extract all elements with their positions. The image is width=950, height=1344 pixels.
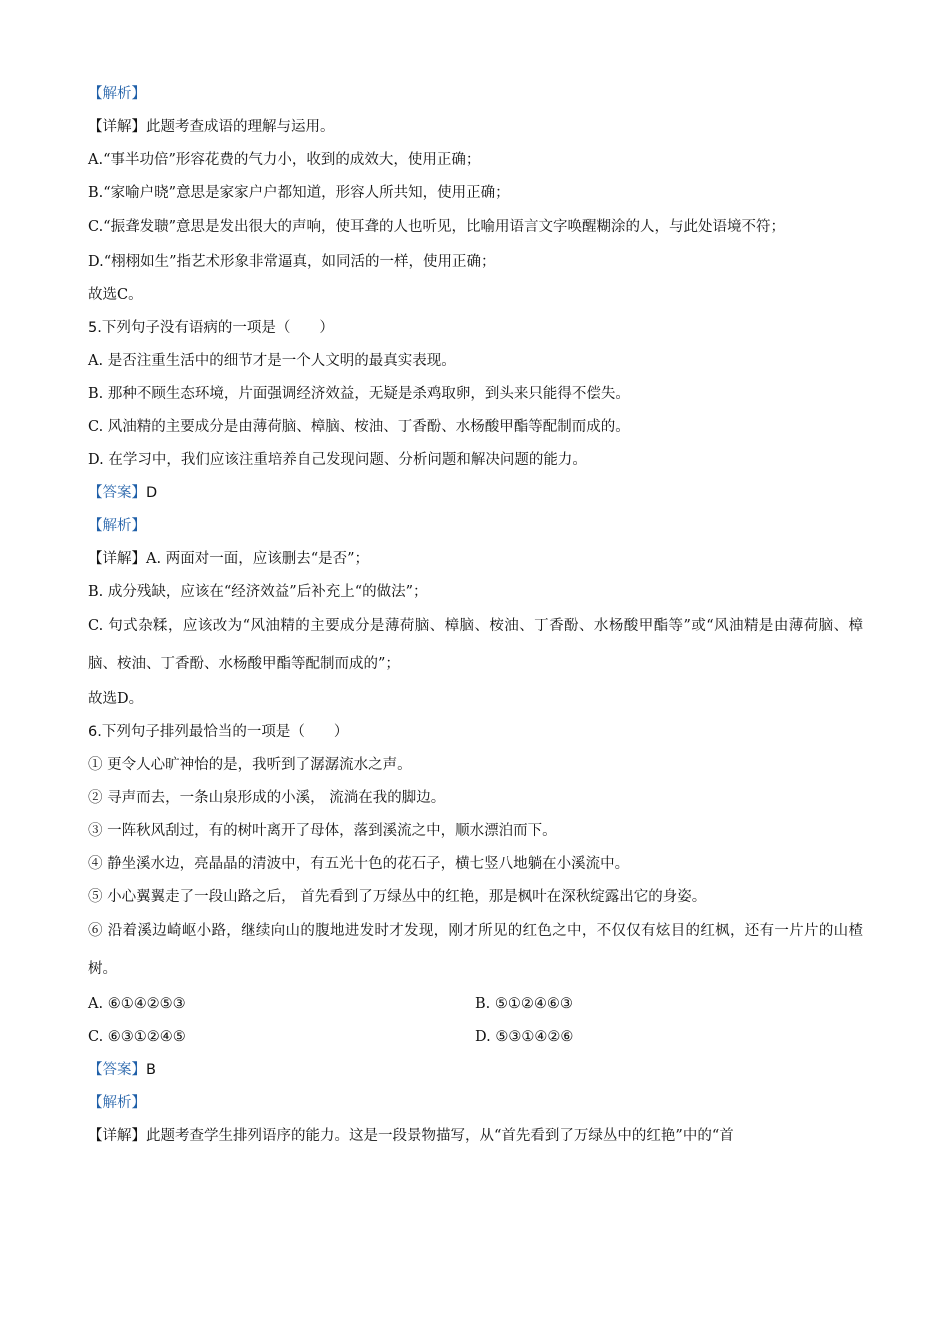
q5-stem: 5.下列句子没有语病的一项是（ ）	[88, 320, 334, 336]
answer-value: D	[146, 485, 158, 501]
q5-analysis-heading	[88, 510, 863, 543]
answer-value: B	[146, 1062, 156, 1078]
q5-detail-c: C. 句式杂糅，应该改为“风油精的主要成分是薄荷脑、樟脑、桉油、丁香酚、水杨酸甲酯等”或“风油精是由薄荷脑、樟脑、桉油、丁香酚、水杨酸甲酯等配制而成的”；	[88, 618, 863, 672]
q5-conclusion: 故选D。	[88, 691, 144, 707]
q6-stem: 6.下列句子排列最恰当的一项是（ ）	[88, 724, 349, 740]
q5-detail-a: 【详解】A. 两面对一面，应该删去“是否”；	[88, 551, 370, 567]
q6-sentence-6: ⑥ 沿着溪边崎岖小路，继续向山的腹地进发时才发现，刚才所见的红色之中，不仅仅有炫目的红枫，还有一片片的山楂树。	[88, 923, 863, 977]
analysis-tag: 【解析】	[88, 1095, 146, 1111]
q6-sentence-5: ⑤ 小心翼翼走了一段山路之后， 首先看到了万绿丛中的红艳，那是枫叶在深秋绽露出它的身姿。	[88, 889, 707, 905]
q4-detail-c: C.“振聋发聩”意思是发出很大的声响，使耳聋的人也听见，比喻用语言文字唤醒糊涂的人，与此处语境不符；	[88, 219, 786, 235]
q6-answer	[88, 1054, 863, 1087]
q5-option-c: C. 风油精的主要成分是由薄荷脑、樟脑、桉油、丁香酚、水杨酸甲酯等配制而成的。	[88, 419, 630, 435]
detail-tag: 【详解】	[88, 551, 146, 567]
analysis-tag: 【解析】	[88, 518, 146, 534]
q5-detail-b: B. 成分残缺，应该在“经济效益”后补充上“的做法”；	[88, 584, 428, 600]
question-number: 5.	[88, 320, 102, 336]
answer-tag: 【答案】	[88, 485, 146, 501]
q4-detail-d: D.“栩栩如生”指艺术形象非常逼真，如同活的一样，使用正确；	[88, 254, 496, 270]
q6-option-b: B. ⑤①②④⑥③	[475, 996, 573, 1012]
q6-sentence-3: ③ 一阵秋风刮过，有的树叶离开了母体，落到溪流之中，顺水漂泊而下。	[88, 823, 557, 839]
q4-detail-intro: 【详解】此题考查成语的理解与运用。	[88, 119, 335, 135]
q6-options-row-1	[88, 988, 863, 1021]
q4-detail-a: A.“事半功倍”形容花费的气力小，收到的成效大，使用正确；	[88, 152, 481, 168]
document-page	[88, 78, 863, 1153]
q6-option-c: C. ⑥③①②④⑤	[88, 1029, 186, 1045]
q6-options-row-2	[88, 1021, 863, 1054]
q6-option-d: D. ⑤③①④②⑥	[475, 1029, 574, 1045]
q6-option-a: A. ⑥①④②⑤③	[88, 996, 186, 1012]
detail-tag: 【详解】	[88, 119, 146, 135]
q6-sentence-4: ④ 静坐溪水边，亮晶晶的清波中，有五光十色的花石子，横七竖八地躺在小溪流中。	[88, 856, 630, 872]
q4-analysis-heading	[88, 78, 863, 111]
q6-sentence-1: ① 更令人心旷神怡的是，我听到了潺潺流水之声。	[88, 757, 412, 773]
q4-conclusion: 故选C。	[88, 287, 143, 303]
analysis-tag: 【解析】	[88, 86, 146, 102]
question-number: 6.	[88, 724, 102, 740]
detail-tag: 【详解】	[88, 1128, 146, 1144]
q4-detail-b: B.“家喻户晓”意思是家家户户都知道，形容人所共知，使用正确；	[88, 185, 510, 201]
q6-detail: 【详解】此题考查学生排列语序的能力。这是一段景物描写，从“首先看到了万绿丛中的红艳”中的“首	[88, 1128, 734, 1144]
answer-tag: 【答案】	[88, 1062, 146, 1078]
q6-sentence-2: ② 寻声而去，一条山泉形成的小溪， 流淌在我的脚边。	[88, 790, 446, 806]
q5-option-d: D. 在学习中，我们应该注重培养自己发现问题、分析问题和解决问题的能力。	[88, 452, 587, 468]
q6-analysis-heading	[88, 1087, 863, 1120]
q5-answer	[88, 477, 863, 510]
q5-option-a: A. 是否注重生活中的细节才是一个人文明的最真实表现。	[88, 353, 456, 369]
q5-option-b: B. 那种不顾生态环境，片面强调经济效益，无疑是杀鸡取卵，到头来只能得不偿失。	[88, 386, 630, 402]
